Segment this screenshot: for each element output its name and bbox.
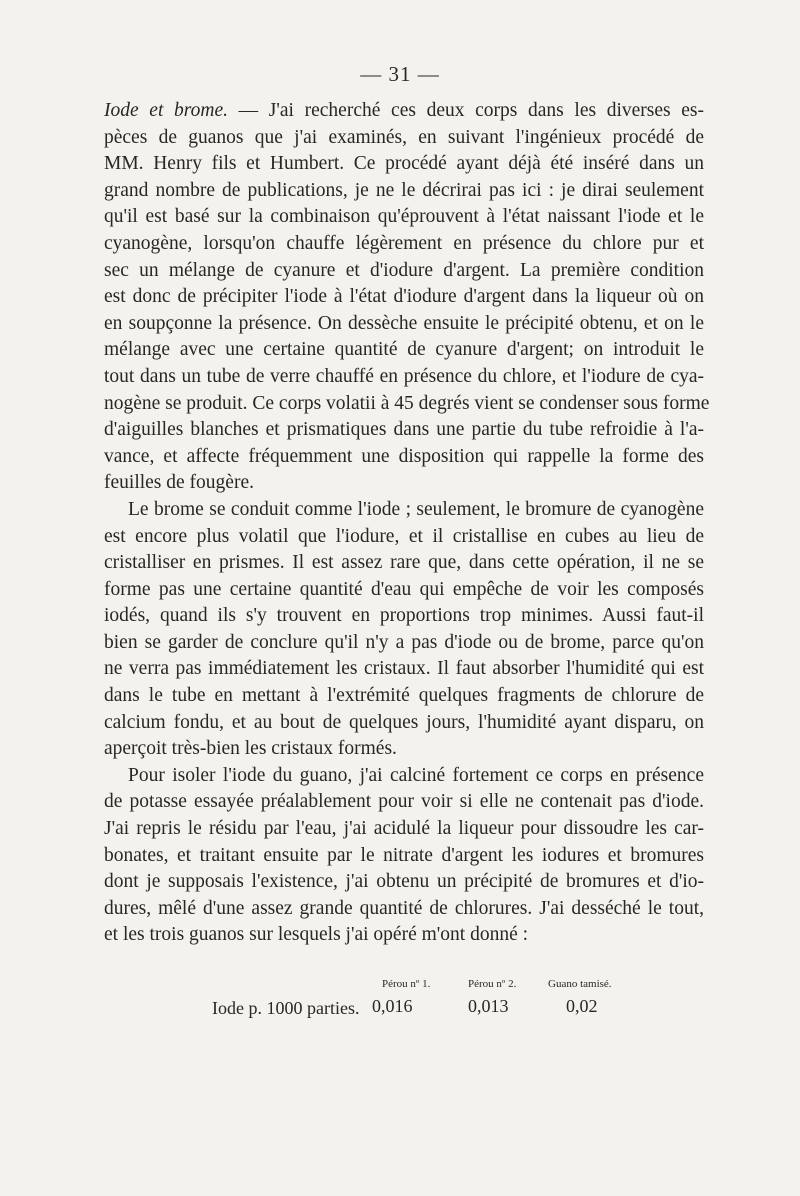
paragraph-line: dans le tube en mettant à l'extrémité quelques fragments de chlorure de	[104, 685, 704, 707]
paragraph-line	[104, 98, 704, 125]
paragraph-line: cyanogène, lorsqu'on chauffe légèrement en présence du chlore pur et	[104, 232, 704, 254]
table-cell: 0,02	[566, 996, 598, 1016]
paragraph-line: Le brome se conduit comme l'iode ; seulement, le bromure de cyanogène	[128, 498, 704, 520]
row-label: Iode p. 1000 parties.	[212, 998, 360, 1018]
column-header: Pérou nº 1.	[382, 978, 431, 990]
paragraph-line: aperçoit très-bien les cristaux formés.	[104, 738, 397, 760]
table-cell: 0,016	[372, 996, 413, 1016]
paragraph-line: calcium fondu, et au bout de quelques jours, l'humidité ayant disparu, on	[104, 711, 704, 733]
paragraph-line: cristalliser en prismes. Il est assez rare que, dans cette opération, il ne se	[104, 552, 704, 574]
paragraph-line: mélange avec une certaine quantité de cyanure d'argent; on introduit le	[104, 339, 704, 361]
paragraph-line: d'aiguilles blanches et prismatiques dans une partie du tube refroidie à l'a-	[104, 419, 704, 441]
paragraph-line: sec un mélange de cyanure et d'iodure d'argent. La première condition	[104, 259, 704, 281]
paragraph-line: est donc de précipiter l'iode à l'état d'iodure d'argent dans la liqueur où on	[104, 286, 704, 308]
paragraph-line: nogène se produit. Ce corps volatii à 45 degrés vient se condenser sous forme	[104, 392, 710, 414]
body-text	[104, 98, 710, 949]
results-table	[0, 972, 800, 1042]
column-header: Pérou nº 2.	[468, 978, 517, 990]
paragraph-line: iodés, quand ils s'y trouvent en proportions trop minimes. Aussi faut-il	[104, 605, 704, 627]
paragraph-line: dures, mêlé d'une assez grande quantité de chlorures. J'ai desséché le tout,	[104, 897, 704, 919]
page-number: — 31 —	[360, 62, 440, 86]
paragraph-line: ne verra pas immédiatement les cristaux. Il faut absorber l'humidité qui est	[104, 658, 704, 680]
paragraph-line: Pour isoler l'iode du guano, j'ai calciné fortement ce corps en présence	[128, 764, 704, 786]
paragraph-line: feuilles de fougère.	[104, 472, 254, 494]
section-heading: Iode et brome.	[104, 100, 228, 121]
paragraph-line: dont je supposais l'existence, j'ai obtenu un précipité de bromures et d'io-	[104, 871, 704, 893]
paragraph-line: grand nombre de publications, je ne le décrirai pas ici : je dirai seulement	[104, 179, 704, 201]
paragraph-line: bonates, et traitant ensuite par le nitrate d'argent les iodures et bromures	[104, 844, 704, 866]
paragraph-line: est encore plus volatil que l'iodure, et il cristallise en cubes au lieu de	[104, 525, 704, 547]
paragraph-line: tout dans un tube de verre chauffé en présence du chlore, et l'iodure de cya-	[104, 365, 704, 387]
paragraph-line: qu'il est basé sur la combinaison qu'éprouvent à l'état naissant l'iode et le	[104, 206, 704, 228]
paragraph-line: de potasse essayée préalablement pour voir si elle ne contenait pas d'iode.	[104, 791, 704, 813]
table-cell: 0,013	[468, 996, 509, 1016]
paragraph-line: forme pas une certaine quantité d'eau qui empêche de voir les composés	[104, 578, 704, 600]
paragraph-line: pèces de guanos que j'ai examinés, en suivant l'ingénieux procédé de	[104, 126, 704, 148]
column-header: Guano tamisé.	[548, 978, 612, 990]
paragraph-line: bien se garder de conclure qu'il n'y a pas d'iode ou de brome, parce qu'on	[104, 631, 704, 653]
paragraph-line: MM. Henry fils et Humbert. Ce procédé ayant déjà été inséré dans un	[104, 153, 704, 175]
paragraph-line: vance, et affecte fréquemment une disposition qui rappelle la forme des	[104, 445, 704, 467]
paragraph-line-text: — J'ai recherché ces deux corps dans les diverses es-	[238, 100, 704, 121]
paragraph-line: et les trois guanos sur lesquels j'ai opéré m'ont donné :	[104, 924, 529, 946]
paragraph-line: en soupçonne la présence. On dessèche ensuite le précipité obtenu, et on le	[104, 312, 704, 334]
paragraph-line: J'ai repris le résidu par l'eau, j'ai acidulé la liqueur pour dissoudre les car-	[104, 818, 704, 840]
